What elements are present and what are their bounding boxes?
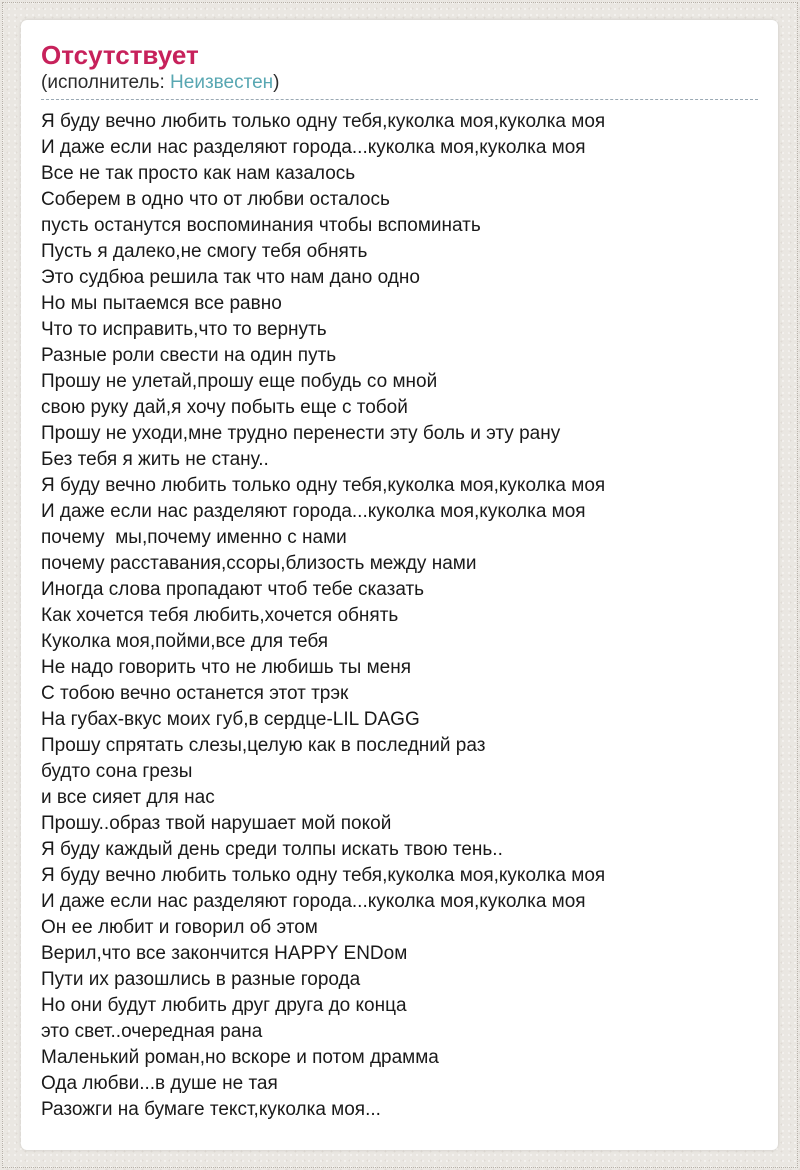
lyric-line: Маленький роман,но вскоре и потом драмма [41,1047,439,1068]
lyric-line: Разожги на бумаге текст,куколка моя... [41,1099,381,1120]
lyric-line: На губах-вкус моих губ,в сердце-LIL DAGG [41,709,420,730]
lyric-line: Я буду вечно любить только одну тебя,куколка моя,куколка моя [41,475,606,496]
lyric-line: Он ее любит и говорил об этом [41,917,318,938]
lyric-line: Прошу..образ твой нарушает мой покой [41,813,392,834]
lyric-line: Как хочется тебя любить,хочется обнять [41,605,399,626]
lyrics-card [21,20,778,1150]
lyric-line: Иногда слова пропадают чтоб тебе сказать [41,579,425,600]
artist-line [41,72,758,100]
lyric-line: Ода любви...в душе не тая [41,1073,278,1094]
artist-label-prefix: (исполнитель: [41,72,171,93]
lyric-line: будто сона грезы [41,761,193,782]
lyric-line: Я буду вечно любить только одну тебя,куколка моя,куколка моя [41,865,606,886]
lyric-line: Соберем в одно что от любви осталось [41,189,390,210]
lyric-line: Куколка моя,пойми,все для тебя [41,631,329,652]
artist-label-suffix: ) [273,72,280,93]
lyric-line: почему расставания,ссоры,близость между нами [41,553,477,574]
lyric-line: Без тебя я жить не стану.. [41,449,269,470]
lyric-line: Что то исправить,что то вернуть [41,319,327,340]
lyric-line: И даже если нас разделяют города...куколка моя,куколка моя [41,137,586,158]
lyric-line: С тобою вечно останется этот трэк [41,683,349,704]
artist-link[interactable]: Неизвестен [170,72,274,93]
page-title: Отсутствует [41,40,199,70]
lyric-line: свою руку дай,я хочу побыть еще с тобой [41,397,408,418]
lyric-line: И даже если нас разделяют города...куколка моя,куколка моя [41,891,586,912]
lyric-line: Пусть я далеко,не смогу тебя обнять [41,241,368,262]
lyric-line: Прошу не улетай,прошу еще побудь со мной [41,371,438,392]
lyric-line: Я буду вечно любить только одну тебя,куколка моя,куколка моя [41,111,606,132]
lyric-line: И даже если нас разделяют города...куколка моя,куколка моя [41,501,586,522]
lyric-line: Пути их разошлись в разные города [41,969,361,990]
lyric-line: Не надо говорить что не любишь ты меня [41,657,412,678]
lyric-line: Разные роли свести на один путь [41,345,337,366]
lyrics [41,100,758,1123]
lyric-line: Прошу не уходи,мне трудно перенести эту боль и эту рану [41,423,561,444]
lyric-line: Верил,что все закончится HAPPY ENDом [41,943,408,964]
lyric-line: и все сияет для нас [41,787,215,808]
lyric-line: Но они будут любить друг друга до конца [41,995,407,1016]
lyric-line: Все не так просто как нам казалось [41,163,356,184]
lyric-line: Я буду каждый день среди толпы искать твою тень.. [41,839,503,860]
lyric-line: это свет..очередная рана [41,1021,263,1042]
lyric-line: Но мы пытаемся все равно [41,293,282,314]
lyric-line: пусть останутся воспоминания чтобы вспоминать [41,215,481,236]
lyric-line: почему мы,почему именно с нами [41,527,347,548]
lyric-line: Прошу спрятать слезы,целую как в последний раз [41,735,486,756]
lyric-line: Это судбюа решила так что нам дано одно [41,267,420,288]
